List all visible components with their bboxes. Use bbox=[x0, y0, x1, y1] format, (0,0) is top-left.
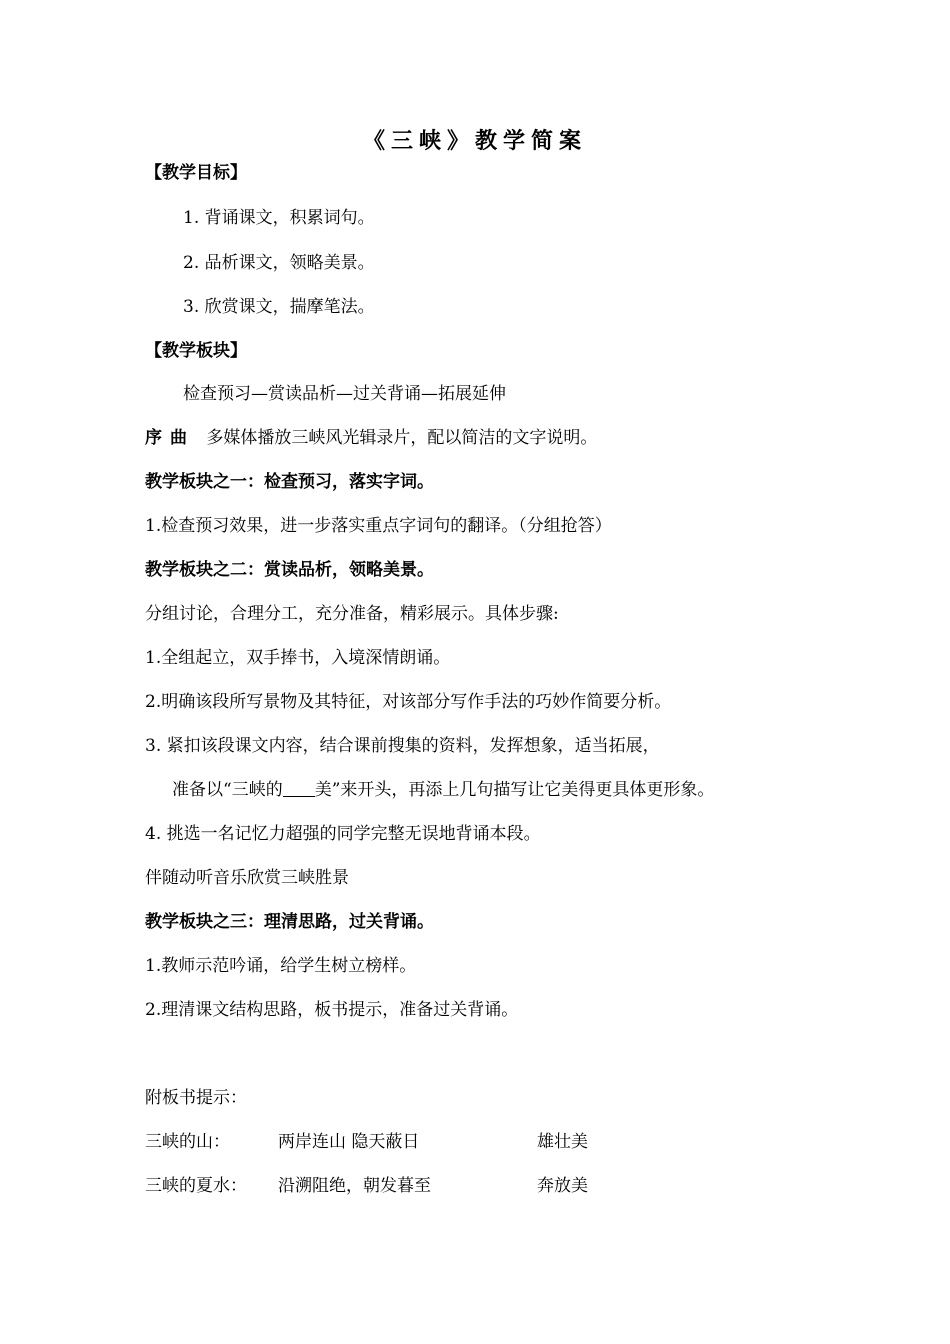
module1-item: 1.检查预习效果，进一步落实重点字词句的翻译。（分组抢答） bbox=[145, 516, 612, 536]
module3-item: 1.教师示范吟诵，给学生树立榜样。 bbox=[145, 956, 417, 976]
modules-flow: 检查预习—赏读品析—过关背诵—拓展延伸 bbox=[183, 384, 506, 404]
module2-item: 2.明确该段所写景物及其特征，对该部分写作手法的巧妙作简要分析。 bbox=[145, 692, 672, 712]
module3-item: 2.理清课文结构思路，板书提示，准备过关背诵。 bbox=[145, 1000, 519, 1020]
goal-item: 3. 欣赏课文，揣摩笔法。 bbox=[183, 297, 375, 317]
module2-music: 伴随动听音乐欣赏三峡胜景 bbox=[145, 868, 349, 888]
board-desc: 沿溯阻绝，朝发暮至 bbox=[278, 1176, 431, 1196]
board-subject: 三峡的夏水： bbox=[145, 1176, 247, 1196]
module2-intro: 分组讨论，合理分工，充分准备，精彩展示。具体步骤: bbox=[145, 604, 559, 624]
board-row bbox=[145, 1175, 845, 1197]
board-subject: 三峡的山： bbox=[145, 1132, 230, 1152]
board-beauty: 奔放美 bbox=[537, 1176, 588, 1196]
module3-heading: 教学板块之三：理清思路，过关背诵。 bbox=[145, 912, 434, 932]
goal-item: 1. 背诵课文，积累词句。 bbox=[183, 208, 375, 228]
goals-heading: 【教学目标】 bbox=[145, 163, 247, 183]
module2-item: 4. 挑选一名记忆力超强的同学完整无误地背诵本段。 bbox=[145, 824, 541, 844]
module1-heading: 教学板块之一：检查预习，落实字词。 bbox=[145, 472, 434, 492]
board-row bbox=[145, 1131, 845, 1153]
module2-item: 1.全组起立，双手捧书，入境深情朗诵。 bbox=[145, 648, 451, 668]
prelude-text: 多媒体播放三峡风光辑录片，配以简洁的文字说明。 bbox=[206, 428, 598, 448]
module2-item: 3. 紧扣该段课文内容，结合课前搜集的资料，发挥想象，适当拓展， bbox=[145, 736, 660, 756]
page-title: 《三峡》教学简案 bbox=[362, 129, 587, 154]
fill-in-blank bbox=[283, 780, 315, 797]
goal-item: 2. 品析课文，领略美景。 bbox=[183, 253, 375, 273]
prelude-line bbox=[145, 427, 597, 449]
prelude-label: 序曲 bbox=[145, 428, 195, 448]
module2-heading: 教学板块之二：赏读品析，领略美景。 bbox=[145, 560, 434, 580]
board-beauty: 雄壮美 bbox=[537, 1132, 588, 1152]
modules-heading: 【教学板块】 bbox=[145, 341, 247, 361]
module2-item-continued bbox=[172, 779, 714, 801]
board-desc: 两岸连山 隐天蔽日 bbox=[278, 1132, 420, 1152]
board-heading: 附板书提示： bbox=[145, 1088, 247, 1108]
module2-item-continued-a: 准备以“三峡的 bbox=[172, 780, 283, 800]
module2-item-continued-b: 美”来开头，再添上几句描写让它美得更具体更形象。 bbox=[314, 780, 715, 800]
